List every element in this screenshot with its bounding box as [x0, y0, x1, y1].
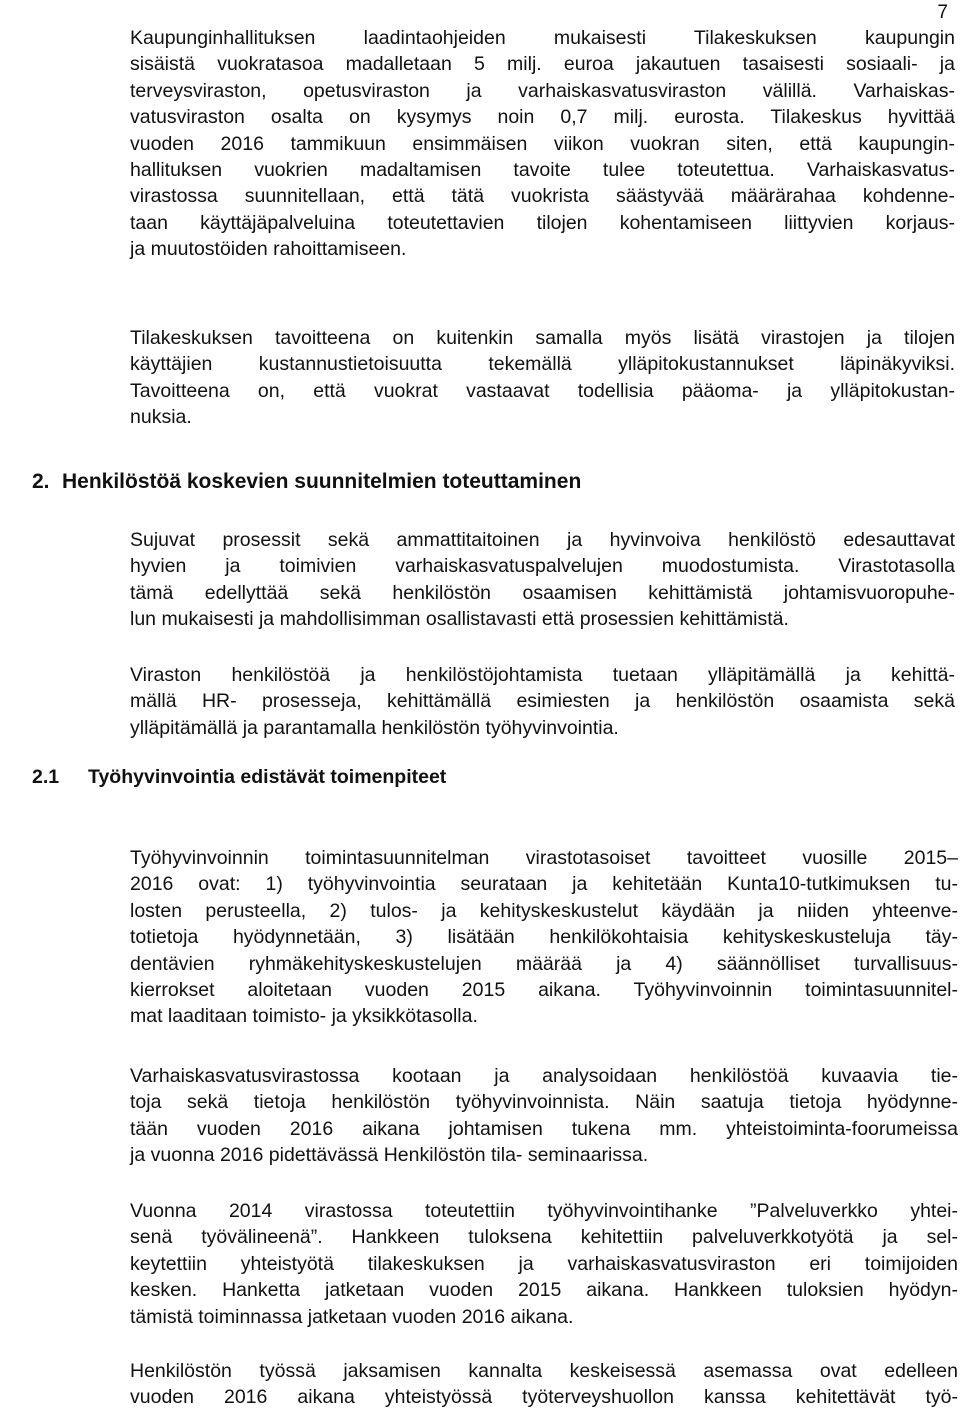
text-line: nuksia.: [130, 406, 192, 429]
text-line: Tavoitteena on, että vuokrat vastaavat todellisia pääoma- ja ylläpitokustan-: [130, 379, 955, 402]
text-line: hallituksen vuokrien madaltamisen tavoite tulee toteutettua. Varhaiskasvatus-: [130, 158, 955, 181]
section-title: Työhyvinvointia edistävät toimenpiteet: [88, 766, 447, 788]
section-title: Henkilöstöä koskevien suunnitelmien toteuttaminen: [62, 470, 582, 493]
text-line: mällä HR- prosesseja, kehittämällä esimiesten ja henkilöstön osaamista sekä: [130, 690, 955, 713]
text-line: terveysviraston, opetusviraston ja varhaiskasvatusviraston välillä. Varhaiskas-: [130, 79, 955, 102]
paragraph-coping-at-work: [130, 1358, 958, 1411]
text-line: vatusviraston osalta on kysymys noin 0,7 milj. eurosta. Tilakeskus hyvittää: [130, 106, 955, 129]
text-line: Sujuvat prosessit sekä ammattitaitoinen ja hyvinvoiva henkilöstö edesauttavat: [130, 529, 955, 551]
section-number: 2.1: [32, 766, 60, 788]
paragraph-wellbeing-plan: [130, 845, 958, 1030]
text-line: tämä edellyttää sekä henkilöstön osaamisen kehittämistä johtamisvuoropuhe-: [130, 581, 955, 604]
paragraph-cost-awareness: [130, 325, 955, 431]
paragraph-project-2014: [130, 1198, 958, 1330]
paragraph-processes: [130, 527, 955, 633]
text-line: sisäistä vuokratasoa madalletaan 5 milj. euroa jakautuen tasaisesti sosiaali- ja: [130, 53, 955, 76]
page-number: 7: [937, 2, 948, 23]
text-line: ja muutostöiden rahoittamiseen.: [130, 238, 407, 261]
text-line: keytettiin yhteistyötä tilakeskuksen ja varhaiskasvatusviraston eri toimijoiden: [130, 1252, 958, 1275]
text-line: Viraston henkilöstöä ja henkilöstöjohtamista tuetaan ylläpitämällä ja kehittä-: [130, 664, 955, 686]
paragraph-data-analysis: [130, 1063, 958, 1169]
section-heading-2-1: [32, 763, 446, 791]
section-heading-2: [32, 467, 581, 497]
text-line: toja sekä tietoja henkilöstön työhyvinvoinnista. Näin saatuja tietoja hyödynne-: [130, 1091, 958, 1114]
text-line: senä työvälineenä”. Hankkeen tuloksena kehitettiin palveluverkkotyötä ja sel-: [130, 1226, 958, 1249]
paragraph-rent-reduction: [130, 25, 955, 263]
text-line: dentävien ryhmäkehityskeskustelujen määrää ja 4) säännölliset turvallisuus-: [130, 952, 958, 975]
paragraph-hr-support: [130, 662, 955, 741]
text-line: hyvien ja toimivien varhaiskasvatuspalvelujen muodostumista. Virastotasolla: [130, 555, 955, 578]
text-line: virastossa suunnitellaan, että tätä vuokrista säästyvää määrärahaa kohdenne-: [130, 185, 955, 208]
section-number: 2.: [32, 470, 50, 493]
text-line: ylläpitämällä ja parantamalla henkilöstön työhyvinvointia.: [130, 716, 619, 739]
text-line: kierrokset aloitetaan vuoden 2015 aikana. Työhyvinvoinnin toimintasuunnitel-: [130, 978, 958, 1001]
text-line: taan käyttäjäpalveluina toteutettavien tilojen kohentamiseen liittyvien korjaus-: [130, 211, 955, 234]
text-line: Varhaiskasvatusvirastossa kootaan ja analysoidaan henkilöstöä kuvaavia tie-: [130, 1065, 958, 1087]
text-line: Kaupunginhallituksen laadintaohjeiden mukaisesti Tilakeskuksen kaupungin: [130, 27, 955, 49]
text-line: mat laaditaan toimisto- ja yksikkötasolla.: [130, 1005, 478, 1028]
text-line: tämistä toiminnassa jatketaan vuoden 2016 aikana.: [130, 1305, 574, 1328]
text-line: Vuonna 2014 virastossa toteutettiin työhyvinvointihanke ”Palveluverkko yhtei-: [130, 1200, 958, 1222]
text-line: Tilakeskuksen tavoitteena on kuitenkin samalla myös lisätä virastojen ja tilojen: [130, 327, 955, 349]
text-line: kesken. Hanketta jatketaan vuoden 2015 aikana. Hankkeen tuloksien hyödyn-: [130, 1279, 958, 1302]
text-line: vuoden 2016 aikana yhteistyössä työterveyshuollon kanssa kehitettävät työ-: [130, 1386, 958, 1409]
text-line: losten perusteella, 2) tulos- ja kehityskeskustelut käydään ja niiden yhteenve-: [130, 899, 958, 922]
text-line: 2016 ovat: 1) työhyvinvointia seurataan ja kehitetään Kunta10-tutkimuksen tu-: [130, 873, 958, 896]
text-line: lun mukaisesti ja mahdollisimman osallistavasti että prosessien kehittämistä.: [130, 608, 789, 631]
text-line: totietoja hyödynnetään, 3) lisätään henkilökohtaisia kehityskeskusteluja täy-: [130, 926, 958, 949]
text-line: tään vuoden 2016 aikana johtamisen tukena mm. yhteistoiminta-foorumeissa: [130, 1117, 958, 1140]
text-line: ja vuonna 2016 pidettävässä Henkilöstön tila- seminaarissa.: [130, 1144, 649, 1167]
text-line: käyttäjien kustannustietoisuutta tekemällä ylläpitokustannukset läpinäkyviksi.: [130, 353, 955, 376]
text-line: vuoden 2016 tammikuun ensimmäisen viikon vuokran siten, että kaupungin-: [130, 132, 955, 155]
text-line: Työhyvinvoinnin toimintasuunnitelman virastotasoiset tavoitteet vuosille 2015–: [130, 847, 958, 869]
text-line: Henkilöstön työssä jaksamisen kannalta keskeisessä asemassa ovat edelleen: [130, 1360, 958, 1382]
